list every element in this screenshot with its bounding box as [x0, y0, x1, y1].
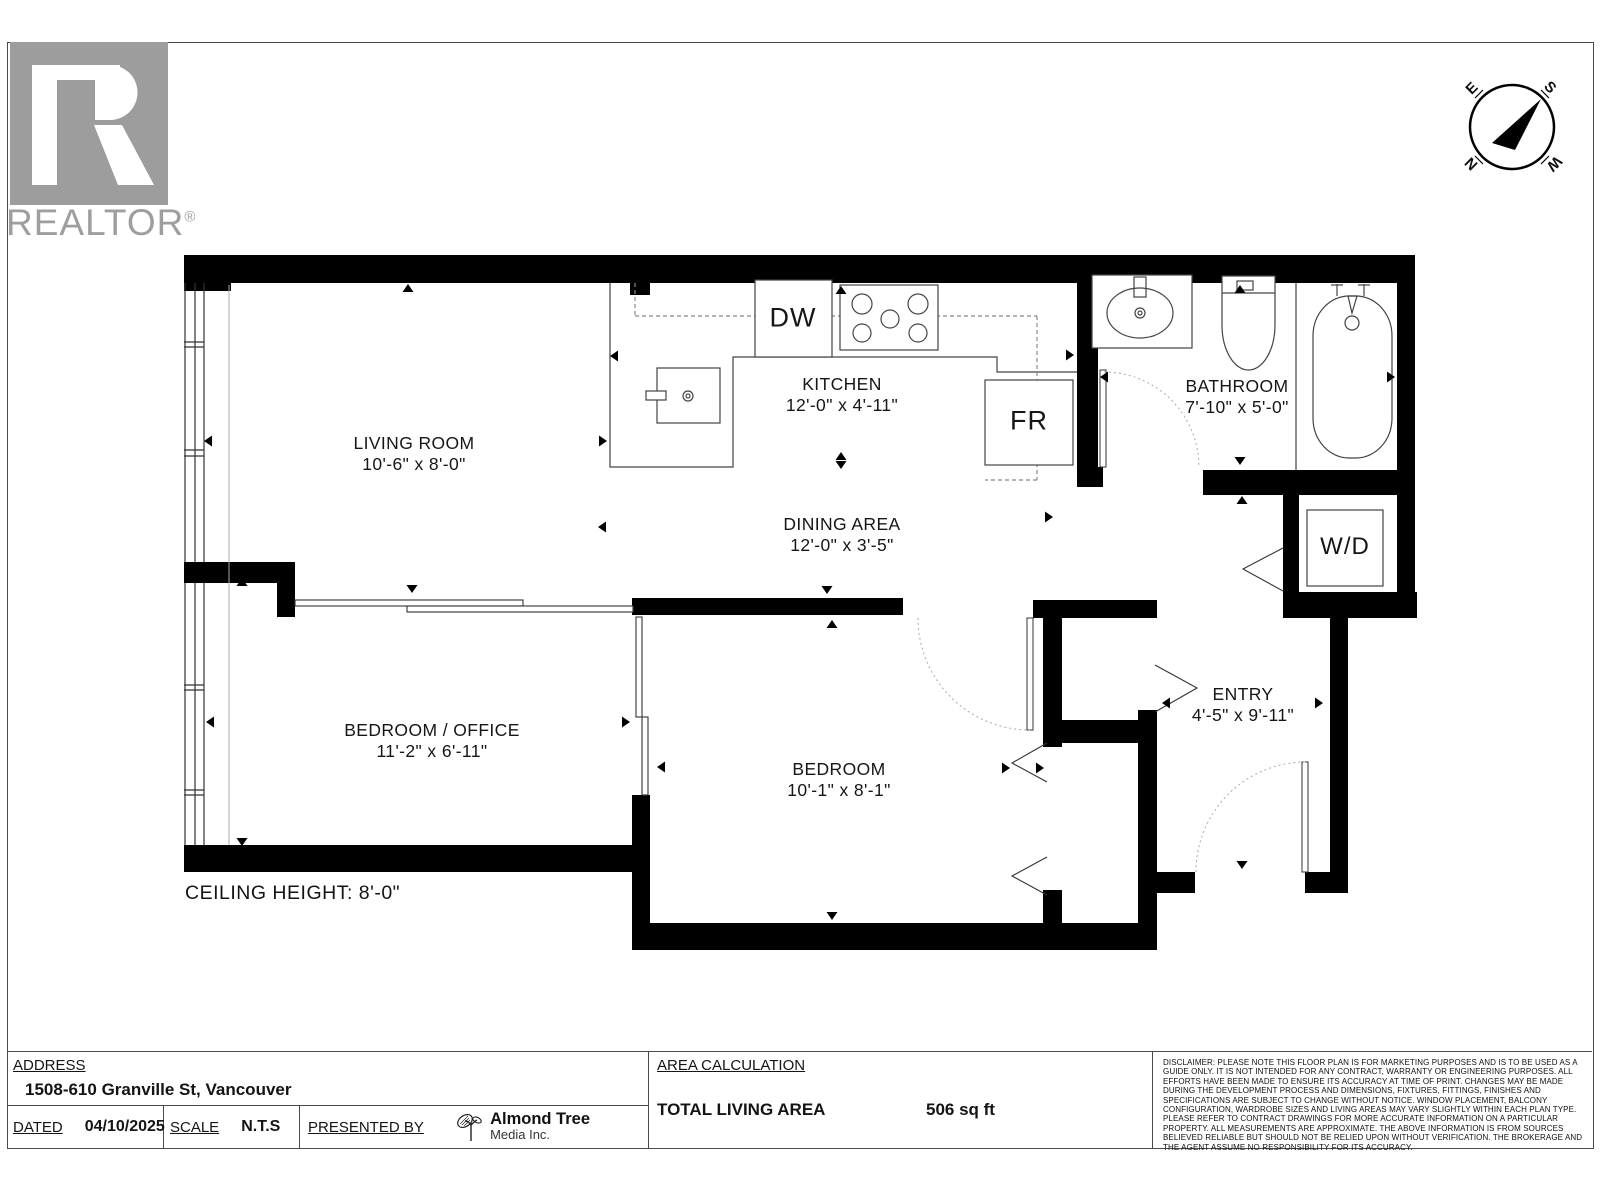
room-dims: 11'-2" x 6'-11": [376, 741, 488, 761]
room-dims: 10'-1" x 8'-1": [787, 780, 891, 800]
sliding-door-icon: [295, 600, 648, 795]
room-name: BATHROOM: [1185, 376, 1289, 396]
compass-south-label: S: [1540, 77, 1560, 98]
realtor-wordmark: REALTOR®: [6, 202, 197, 243]
room-dims: 12'-0" x 3'-5": [790, 535, 894, 555]
presenter-text: [490, 1112, 590, 1142]
address-block: [7, 1052, 649, 1148]
room-dims: 4'-5" x 9'-11": [1191, 705, 1295, 725]
kitchen-label: [786, 374, 898, 416]
room-name: ENTRY: [1212, 684, 1274, 704]
toilet-icon: [1222, 276, 1275, 370]
room-dims: 10'-6" x 8'-0": [362, 454, 466, 474]
total-living-area-value: 506 sq ft: [926, 1100, 995, 1119]
dated-label: DATED: [13, 1118, 63, 1136]
area-calculation-label: AREA CALCULATION: [657, 1057, 806, 1074]
bathroom-sink-icon: [1092, 275, 1192, 348]
address-value: 1508-610 Granville St, Vancouver: [25, 1080, 292, 1099]
address-label: ADDRESS: [13, 1057, 86, 1074]
room-dims: 7'-10" x 5'-0": [1185, 397, 1289, 417]
dated-value: 04/10/2025: [84, 1118, 165, 1135]
title-block: [7, 1051, 1592, 1152]
room-name: LIVING ROOM: [353, 433, 475, 453]
fridge-label: FR: [1010, 405, 1048, 436]
scale-value: N.T.S: [241, 1118, 281, 1135]
address-row: [7, 1052, 648, 1105]
room-name: BEDROOM / OFFICE: [344, 720, 520, 740]
living-room-label: [353, 433, 474, 475]
room-dims: 12'-0" x 4'-11": [785, 395, 899, 415]
presented-by-label: PRESENTED BY: [308, 1118, 424, 1136]
disclaimer-text: DISCLAIMER: PLEASE NOTE THIS FLOOR PLAN IS FOR MARKETING PURPOSES AND IS TO BE USED AS A GUIDE ONLY. IT IS NOT INTENDED FOR ANY CONTRACT, WARRANTY OR ENGINEERING PURPOSES. ALL EFFORTS HAVE BEEN MADE TO ENSURE ITS ACCURACY AT TIME OF PRINT. CHANGES MAY BE MADE DURING THE DEVELOPMENT PROCESS AND DIMENSIONS, FIXTURES, FITTINGS, FINISHES AND SPECIFICATIONS ARE SUBJECT TO CHANGE WITHOUT NOTICE. WINDOW PLACEMENT, BALCONY CONFIGURATION, WARDROBE SIZES AND LIVING AREAS MAY VARY SLIGHTLY WITHIN EACH PLAN TYPE. PLEASE REFER TO CONTRACT DRAWINGS FOR MORE ACCURATE INFORMATION ON A PARTICULAR PROPERTY. ALL MEASUREMENTS ARE APPROXIMATE. THE ABOVE INFORMATION IS FROM SOURCES BELIEVED RELIABLE BUT SHOULD NOT BE RELIED UPON WITHOUT VERIFICATION. THE BROKERAGE AND THE AGENT ASSUME NO RESPONSIBILITY FOR ITS ACCURACY.: [1163, 1058, 1583, 1152]
compass-north-label: N: [1461, 153, 1482, 174]
stove-icon: [840, 285, 938, 350]
area-calculation-block: [649, 1052, 1153, 1148]
room-name: BEDROOM: [792, 759, 886, 779]
scale-label: SCALE: [170, 1118, 220, 1136]
washer-dryer-label: W/D: [1320, 533, 1370, 560]
scale-cell: [164, 1106, 300, 1148]
bedroom-label: [787, 759, 891, 801]
door-swing-icons: [918, 370, 1308, 872]
room-name: KITCHEN: [802, 374, 882, 394]
meta-row: [7, 1105, 648, 1148]
presenter-logo: [456, 1111, 590, 1143]
entry-label: [1192, 684, 1294, 726]
compass-west-label: W: [1543, 152, 1566, 175]
sprout-icon: [456, 1111, 486, 1143]
dishwasher-label: DW: [769, 302, 817, 333]
compass-icon: [1470, 85, 1554, 169]
room-name: DINING AREA: [783, 514, 901, 534]
compass-east-label: E: [1462, 78, 1482, 99]
presenter-name: Almond Tree: [490, 1110, 590, 1128]
bathroom-label: [1185, 376, 1289, 418]
bathtub-icon: [1296, 283, 1392, 470]
ceiling-height-note: CEILING HEIGHT: 8'-0": [185, 882, 401, 904]
presenter-sub: Media Inc.: [490, 1127, 551, 1142]
dated-cell: [7, 1106, 164, 1148]
kitchen-sink-icon: [646, 368, 720, 423]
bedroom-office-label: [344, 720, 520, 762]
presented-by-cell: [300, 1106, 648, 1148]
dining-area-label: [783, 514, 900, 556]
total-living-area-label: TOTAL LIVING AREA: [657, 1100, 826, 1119]
